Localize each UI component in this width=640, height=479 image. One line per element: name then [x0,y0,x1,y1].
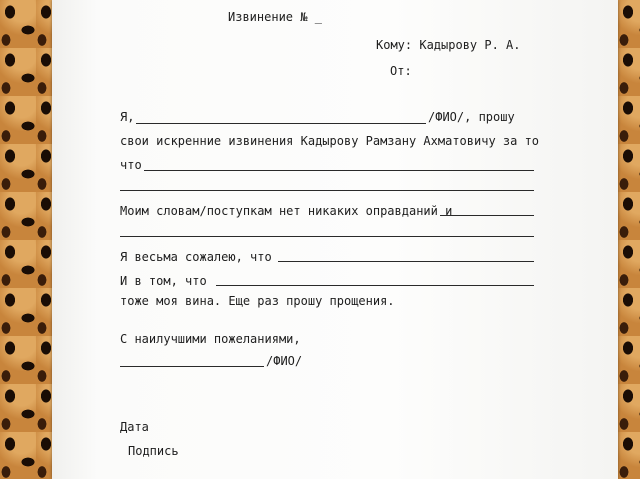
text-line-1-start: Я, [120,110,135,124]
excuse-blank-2 [120,236,534,237]
excuse-blank-1 [440,215,534,216]
date-label: Дата [120,420,149,434]
closing-line: С наилучшими пожеланиями, [120,332,301,346]
reason-blank-2 [120,190,534,191]
signature-fio-label: /ФИО/ [266,354,303,368]
regret-blank [278,261,534,262]
sender-line: От: [390,64,412,78]
reason-blank-1 [144,170,534,171]
leopard-fabric-background-left [0,0,52,479]
text-line-2: свои искренние извинения Кадырову Рамзану Ахматовичу за то [120,134,540,148]
text-line-9: тоже моя вина. Еще раз прошу прощения. [120,294,395,308]
signature-fio-blank [120,366,264,367]
document-title: Извинение № _ [228,10,322,24]
signature-label: Подпись [128,444,179,458]
text-line-1-end: /ФИО/, прошу [428,110,515,124]
text-line-5: Моим словам/поступкам нет никаких оправданий и [120,204,453,218]
apology-letter-sheet [52,0,618,479]
fault-blank [216,285,534,286]
recipient-line: Кому: Кадырову Р. А. [376,38,521,52]
fio-blank [136,123,426,124]
text-line-8: И в том, что [120,274,207,288]
text-line-3: что [120,158,142,172]
text-line-7: Я весьма сожалею, что [120,250,272,264]
leopard-fabric-background-right [618,0,640,479]
